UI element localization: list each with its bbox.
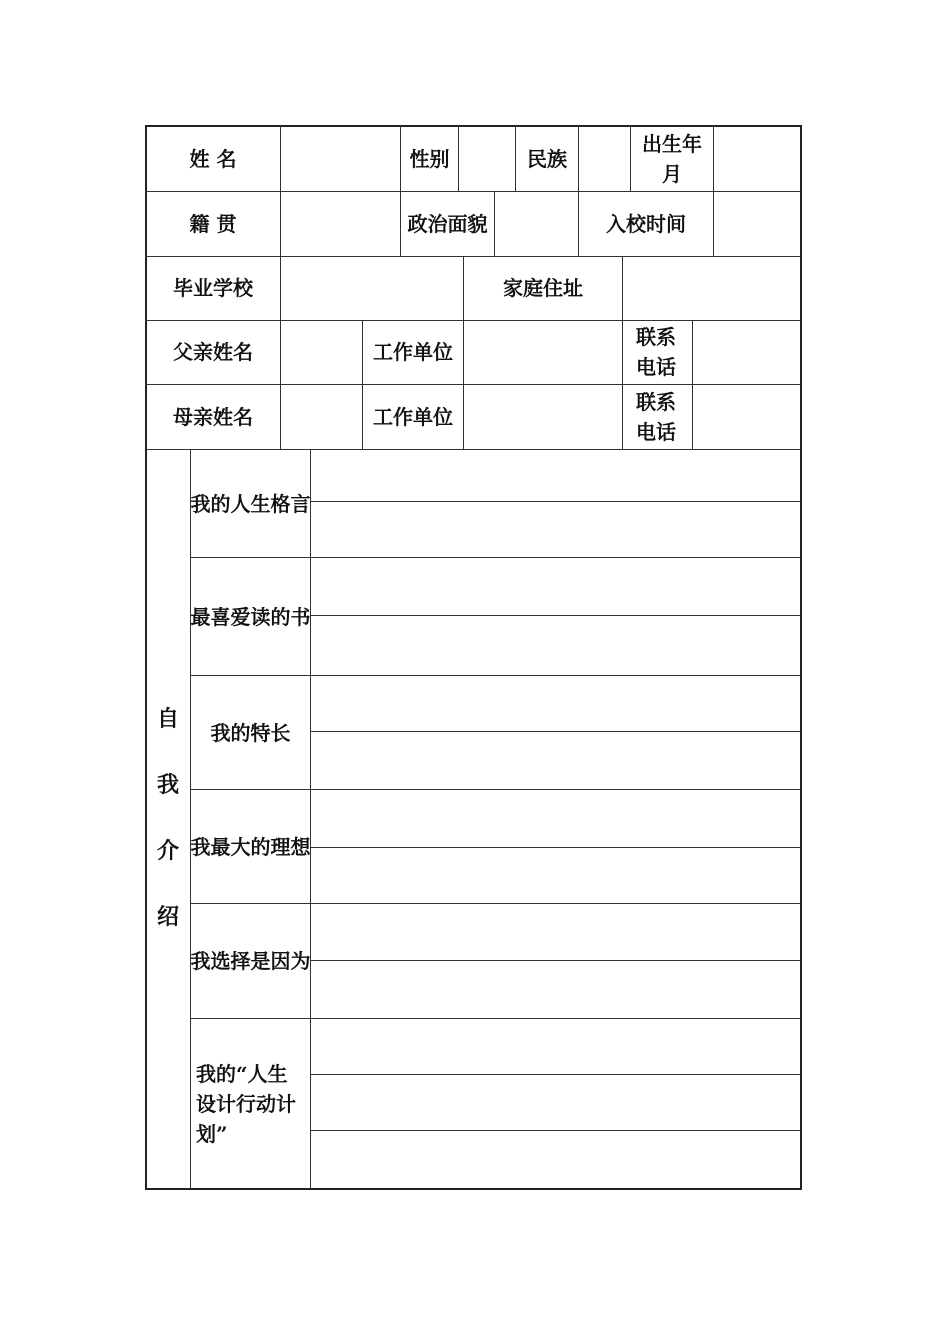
mother-name-label: 母亲姓名 [173, 404, 253, 429]
enroll-date-label: 入校时间 [606, 211, 686, 236]
mother-phone-label: 联系电话 [636, 389, 676, 444]
ideal-field[interactable] [311, 790, 801, 903]
self-intro-side-label [146, 686, 190, 950]
birth-label: 出生年月 [642, 131, 702, 186]
school-field[interactable] [281, 257, 463, 320]
side-label-char: 绍 [156, 904, 179, 930]
life-plan-label: 我的“人生设计行动计划” [196, 1062, 296, 1146]
father-phone-label: 联系电话 [636, 325, 676, 379]
mother-work-label: 工作单位 [373, 404, 453, 429]
reason-field[interactable] [311, 904, 801, 1018]
favorite-book-field[interactable] [311, 558, 801, 675]
mother-phone-field[interactable] [693, 385, 801, 449]
father-work-field[interactable] [464, 321, 622, 384]
father-name-field[interactable] [281, 321, 362, 384]
father-work-label: 工作单位 [373, 340, 453, 364]
reason-label: 我选择是因为 [190, 949, 311, 973]
side-label-char: 介 [156, 838, 179, 864]
political-status-label: 政治面貌 [407, 211, 488, 236]
father-phone-field[interactable] [693, 321, 801, 384]
gender-field[interactable] [459, 127, 515, 191]
enroll-date-field[interactable] [714, 192, 801, 256]
favorite-book-label: 最喜爱读的书 [190, 604, 311, 629]
col-divider [630, 126, 631, 191]
birth-field[interactable] [714, 127, 801, 191]
side-label-char: 我 [156, 772, 179, 798]
mother-name-field[interactable] [281, 385, 362, 449]
ideal-label: 我最大的理想 [190, 834, 311, 859]
native-place-field[interactable] [281, 192, 400, 256]
name-field[interactable] [281, 127, 400, 191]
specialty-field[interactable] [311, 676, 801, 789]
name-label: 姓 名 [189, 146, 237, 171]
gender-label: 性别 [409, 146, 450, 171]
mother-work-field[interactable] [464, 385, 622, 449]
address-field[interactable] [623, 257, 801, 320]
father-name-label: 父亲姓名 [173, 340, 253, 364]
school-label: 毕业学校 [173, 276, 253, 300]
motto-field[interactable] [311, 450, 801, 557]
motto-label: 我的人生格言 [190, 491, 311, 516]
ethnicity-label: 民族 [527, 146, 567, 171]
life-plan-field[interactable] [311, 1019, 801, 1189]
address-label: 家庭住址 [503, 276, 583, 300]
side-label-char: 自 [156, 706, 179, 732]
political-status-field[interactable] [495, 192, 578, 256]
ethnicity-field[interactable] [579, 127, 630, 191]
specialty-label: 我的特长 [210, 720, 291, 745]
native-place-label: 籍 贯 [189, 211, 237, 236]
